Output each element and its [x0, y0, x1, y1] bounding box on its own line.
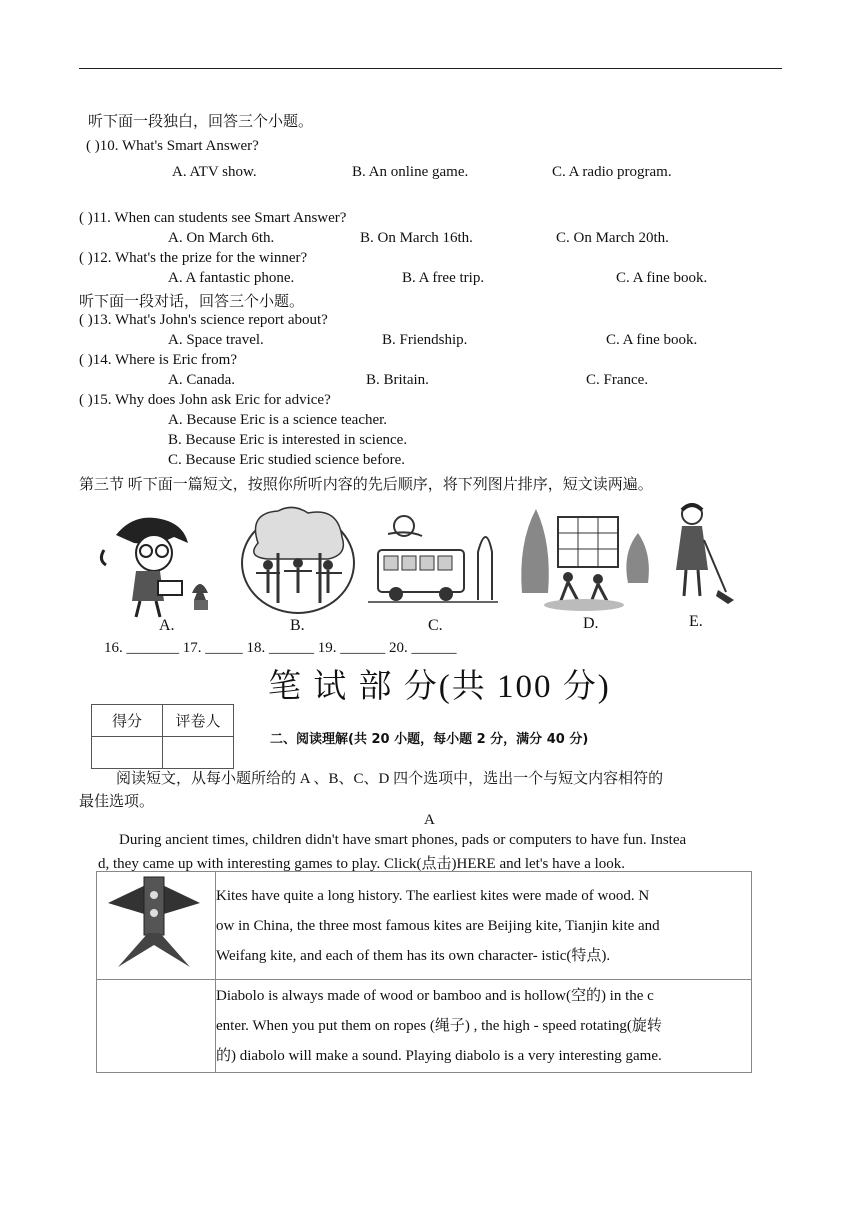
diabolo-text-line: 的) diabolo will make a sound. Playing diabolo is a very interesting game. [216, 1048, 662, 1064]
q12-stem: ( )12. What's the prize for the winner? [79, 250, 308, 266]
picture-a-label: A. [159, 617, 175, 634]
grader-cell [163, 737, 234, 769]
q12-option-c: C. A fine book. [616, 270, 708, 286]
q13-stem: ( )13. What's John's science report about? [79, 312, 328, 328]
kite-text-line: Kites have quite a long history. The earliest kites were made of wood. N [216, 887, 650, 904]
q13-option-b: B. Friendship. [382, 332, 468, 348]
score-header: 得分 [92, 705, 163, 737]
instruction-line-1: 阅读短文，从每小题所给的 A 、B、C、D 四个选项中，选出一个与短文内容相符的 [116, 771, 664, 787]
picture-e-label: E. [689, 613, 703, 630]
picture-a-girl-reading [96, 505, 226, 635]
q14-option-b: B. Britain. [366, 372, 429, 388]
q10-option-b: B. An online game. [352, 164, 469, 180]
picture-e-girl-sweeping [668, 500, 740, 608]
reading-section-heading: 二、阅读理解(共 20 小题，每小题 2 分，满分 40 分) [270, 732, 589, 747]
q15-option-b: B. Because Eric is interested in science. [168, 432, 408, 448]
q10-stem: ( )10. What's Smart Answer? [86, 138, 259, 154]
q14-stem: ( )14. Where is Eric from? [79, 352, 237, 368]
picture-c-bus [368, 512, 498, 612]
q13-option-c: C. A fine book. [606, 332, 698, 348]
q14-option-a: A. Canada. [168, 372, 236, 388]
kite-image [98, 873, 210, 973]
picture-d-label: D. [583, 615, 599, 632]
q10-option-c: C. A radio program. [552, 164, 672, 180]
kite-text-cell [216, 872, 752, 980]
diabolo-text-cell [216, 980, 752, 1073]
passage-label: A [424, 812, 435, 828]
passage-line-2: d, they came up with interesting games to play. Click(点击)HERE and let's have a look. [98, 856, 626, 872]
q15-stem: ( )15. Why does John ask Eric for advice? [79, 392, 331, 408]
q14-option-c: C. France. [586, 372, 649, 388]
q10-option-a: A. ATV show. [172, 164, 257, 180]
q11-stem: ( )11. When can students see Smart Answer? [79, 210, 347, 226]
written-section-title: 笔 试 部 分(共 100 分) [268, 669, 611, 705]
picture-b-children-exercising [238, 503, 358, 619]
dialogue-intro: 听下面一段对话，回答三个小题。 [79, 294, 305, 310]
diabolo-row [97, 980, 752, 1073]
kite-text-line: Weifang kite, and each of them has its own character- istic(特点). [216, 947, 611, 964]
score-cell [92, 737, 163, 769]
q11-option-c: C. On March 20th. [556, 230, 669, 246]
kite-text-line: ow in China, the three most famous kites are Beijing kite, Tianjin kite and [216, 917, 660, 934]
q15-option-a: A. Because Eric is a science teacher. [168, 412, 388, 428]
kite-image-cell [97, 872, 216, 980]
q13-option-a: A. Space travel. [168, 332, 264, 348]
diabolo-image-cell [97, 980, 216, 1073]
q12-option-b: B. A free trip. [402, 270, 485, 286]
q12-option-a: A. A fantastic phone. [168, 270, 295, 286]
q15-option-c: C. Because Eric studied science before. [168, 452, 405, 468]
diabolo-text-line: Diabolo is always made of wood or bamboo and is hollow(空的) in the c [216, 988, 654, 1004]
games-table [96, 871, 752, 1073]
section3-instruction: 第三节 听下面一篇短文，按照你所听内容的先后顺序，将下列图片排序，短文读两遍。 [79, 477, 653, 493]
header-rule [79, 68, 782, 69]
picture-d-planting-trees [518, 503, 652, 615]
kite-row [97, 872, 752, 980]
q11-option-b: B. On March 16th. [360, 230, 473, 246]
grader-header: 评卷人 [163, 705, 234, 737]
answer-blanks: 16. _______ 17. _____ 18. ______ 19. ______ 20. ______ [104, 640, 457, 656]
monologue-intro: 听下面一段独白，回答三个小题。 [88, 114, 314, 130]
score-table [91, 704, 234, 769]
passage-line-1: During ancient times, children didn't have smart phones, pads or computers to have fun. Instea [119, 832, 687, 848]
q11-option-a: A. On March 6th. [168, 230, 275, 246]
diabolo-text-line: enter. When you put them on ropes (绳子) , the high - speed rotating(旋转 [216, 1018, 662, 1034]
instruction-line-2: 最佳选项。 [79, 794, 155, 810]
picture-c-label: C. [428, 617, 443, 634]
picture-b-label: B. [290, 617, 305, 634]
